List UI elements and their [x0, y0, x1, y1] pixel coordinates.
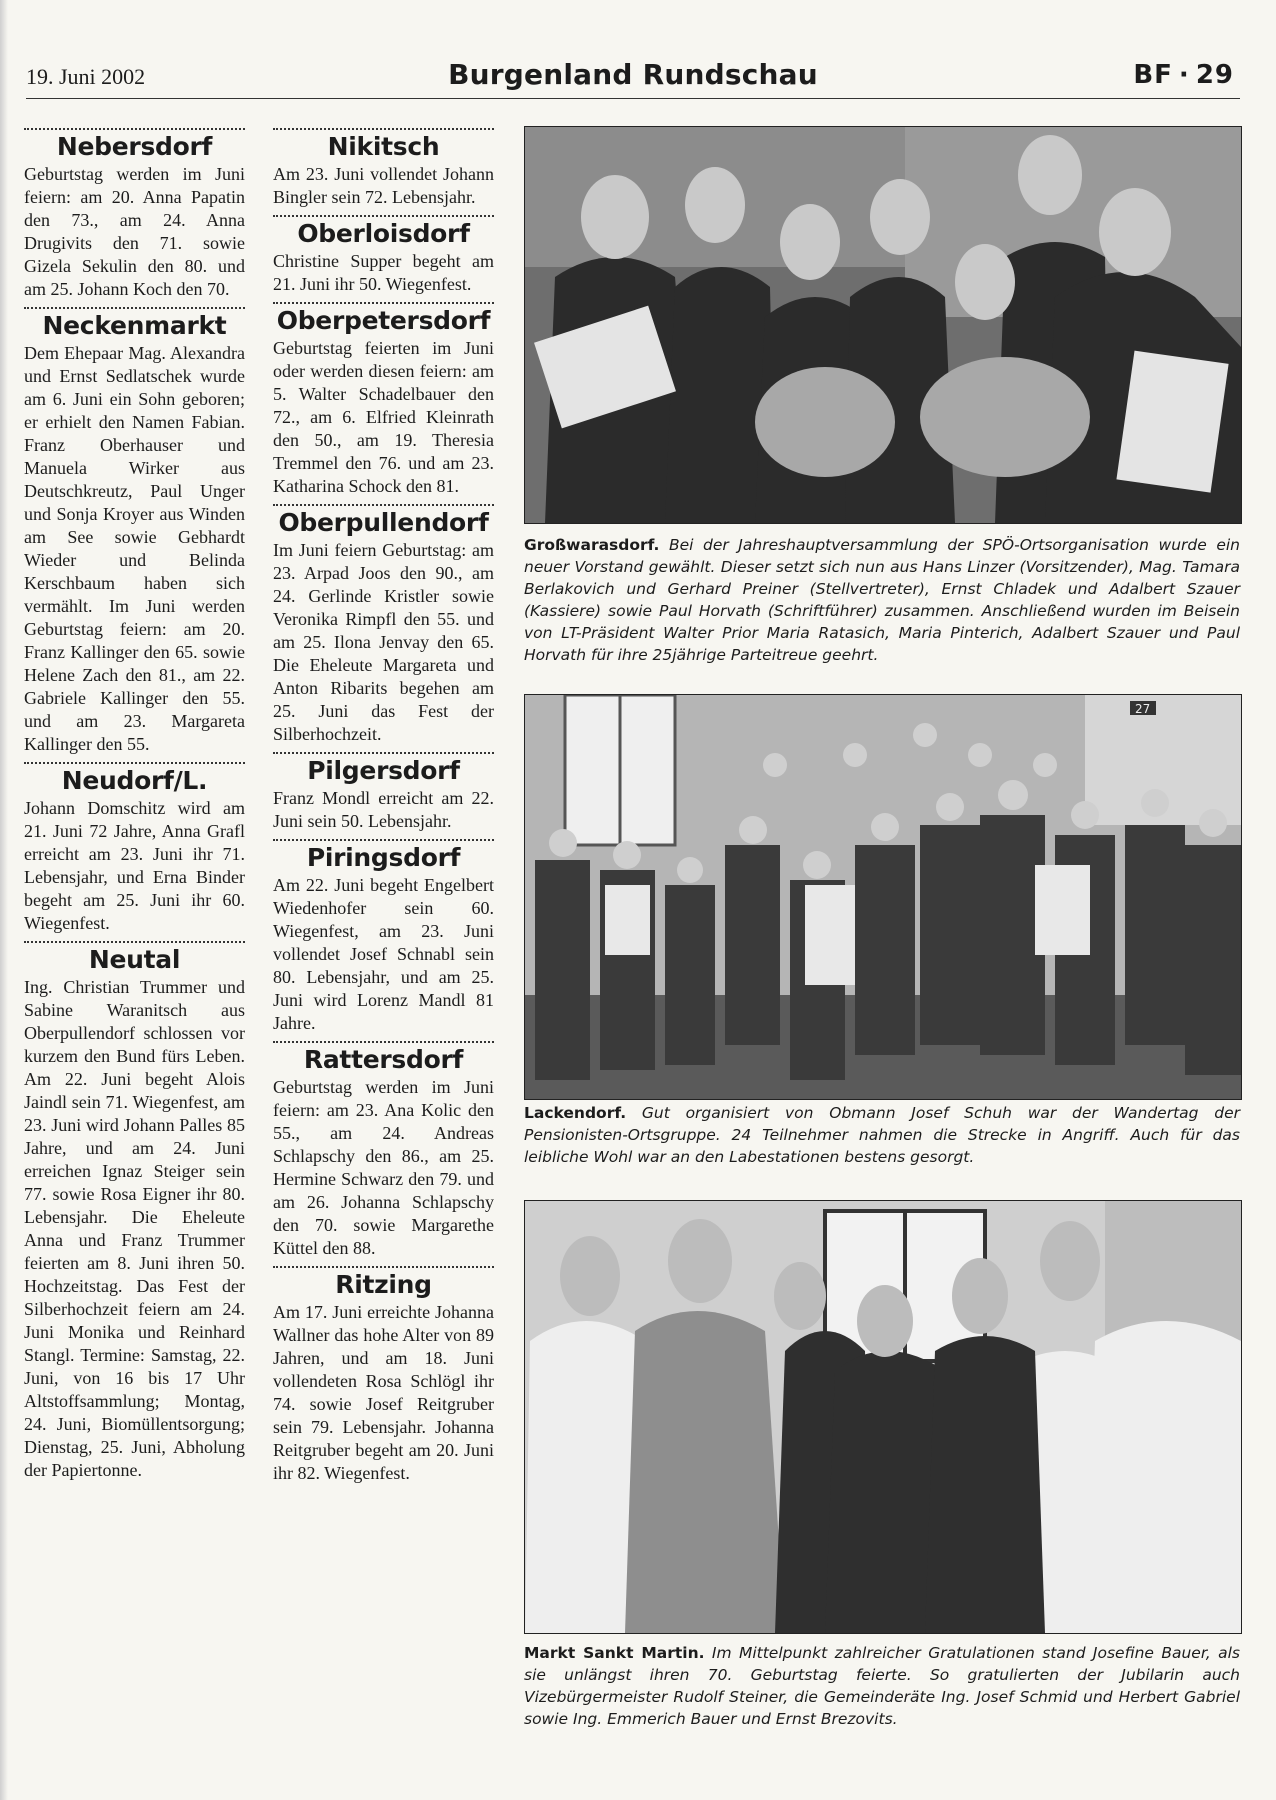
- group-photo-icon: [524, 126, 1242, 524]
- caption-text: Im Mittelpunkt zahlreicher Gratulationen stand Josefine Bauer, als sie unlängst ihren 70. Geburtstag feierte. So gratulierten der Jubilarin auch Vizebürgermeister Rudolf Steiner, die Gemeinderäte Ing. Josef Schmid und Herbert Gabriel sowie Ing. Emmerich Bauer und Ernst Brezovits.: [524, 1644, 1240, 1728]
- news-text: Am 17. Juni erreichte Johanna Wallner das hohe Alter von 89 Jahren, und am 18. Juni vollendeten Rosa Schlögl ihr 74. sowie Josef Reitgruber sein 79. Lebensjahr. Johanna Reitgruber begeht am 20. Juni ihr 82. Wiegenfest.: [273, 1302, 494, 1483]
- news-item: [273, 128, 494, 209]
- photo-caption: [524, 1642, 1240, 1730]
- news-item: [24, 762, 245, 935]
- news-item: [24, 307, 245, 756]
- village-heading: Oberpullendorf: [278, 508, 489, 537]
- news-text: Johann Domschitz wird am 21. Juni 72 Jahre, Anna Grafl erreicht am 23. Juni ihr 71. Lebensjahr, und Erna Binder begeht am 25. Juni ihr 60. Wiegenfest.: [24, 798, 245, 933]
- hiking-group-photo-icon: [524, 694, 1242, 1100]
- issue-date: 19. Juni 2002: [26, 64, 146, 89]
- news-item: [24, 128, 245, 301]
- village-heading: Ritzing: [335, 1270, 432, 1299]
- news-item: [273, 504, 494, 746]
- news-item: [273, 302, 494, 498]
- newspaper-title: Burgenland Rundschau: [448, 58, 818, 91]
- news-text: Franz Mondl erreicht am 22. Juni sein 50. Lebensjahr.: [273, 788, 494, 831]
- birthday-group-photo-icon: [524, 1200, 1242, 1634]
- caption-place: Markt Sankt Martin.: [524, 1644, 705, 1662]
- photo-caption: [524, 1102, 1240, 1168]
- photo-caption: [524, 534, 1240, 666]
- page-number-value: 29: [1195, 60, 1234, 90]
- village-heading: Rattersdorf: [303, 1045, 464, 1074]
- news-text: Geburtstag werden im Juni feiern: am 20. Anna Papatin den 73., am 24. Anna Drugivits den 71. sowie Gizela Sekulin den 80. und am 25. Johann Koch den 70.: [24, 164, 245, 299]
- news-column-1: [24, 128, 245, 1488]
- news-text: Geburtstag feierten im Juni oder werden diesen feiern: am 5. Walter Schadelbauer den 72., am 6. Elfried Kleinrath den 50., am 19. Theresia Tremmel den 76. und am 23. Katharina Schock den 81.: [273, 338, 494, 496]
- publication-code: BF: [1133, 60, 1173, 90]
- village-heading: Neckenmarkt: [42, 311, 227, 340]
- village-heading: Neudorf/L.: [61, 766, 208, 795]
- news-text: Ing. Christian Trummer und Sabine Waranitsch aus Oberpullendorf schlossen vor kurzem den Bund fürs Leben. Am 22. Juni begeht Alois Jaindl sein 71. Wiegenfest, am 23. Juni wird Johann Palles 85 Jahre, und am 24. Juni erreichen Ignaz Steiger sein 77. sowie Rosa Eigner ihr 80. Lebensjahr. Die Eheleute Anna und Franz Trummer feierten am 8. Juni ihren 50. Hochzeitstag. Das Fest der Silberhochzeit feiern am 24. Juni Monika und Reinhard Stangl. Termine: Samstag, 22. Juni, von 16 bis 17 Uhr Altstoffsammlung; Montag, 24. Juni, Biomüllentsorgung; Dienstag, 25. Juni, Abholung der Papiertonne.: [24, 977, 245, 1480]
- village-heading: Nebersdorf: [56, 132, 213, 161]
- news-text: Im Juni feiern Geburtstag: am 23. Arpad Joos den 90., am 24. Gerlinde Kristler sowie Veronika Rimpfl den 55. und am 25. Ilona Jenvay den 65. Die Eheleute Margareta und Anton Ribarits begehen am 25. Juni das Fest der Silberhochzeit.: [273, 540, 494, 744]
- page-number: BF · 29: [1133, 60, 1234, 90]
- news-item: [273, 1266, 494, 1485]
- news-text: Christine Supper begeht am 21. Juni ihr 50. Wiegenfest.: [273, 251, 494, 294]
- news-item: [24, 941, 245, 1482]
- caption-text: Gut organisiert von Obmann Josef Schuh war der Wandertag der Pensionisten-Ortsgruppe. 24 Teilnehmer nahmen die Strecke in Angriff. Auch für das leibliche Wohl war an den Labestationen bestens gesorgt.: [524, 1104, 1241, 1166]
- caption-place: Lackendorf.: [524, 1104, 627, 1122]
- page-header: [26, 56, 1240, 99]
- house-number-sign: 27: [1135, 702, 1151, 716]
- news-text: Dem Ehepaar Mag. Alexandra und Ernst Sedlatschek wurde am 6. Juni ein Sohn geboren; er erhielt den Namen Fabian. Franz Oberhauser und Manuela Wirker aus Deutschkreutz, Paul Unger und Sonja Kroyer aus Winden am See sowie Gebhardt Wieder und Belinda Kerschbaum haben sich vermählt. Im Juni werden Geburtstag feiern: am 20. Franz Kallinger den 65. sowie Helene Zach den 81., am 22. Gabriele Kallinger den 55. und am 23. Margareta Kallinger den 55.: [24, 343, 245, 754]
- village-heading: Nikitsch: [327, 132, 440, 161]
- news-item: [273, 752, 494, 833]
- news-item: [273, 839, 494, 1035]
- news-text: Geburtstag werden im Juni feiern: am 23. Ana Kolic den 55., am 24. Andreas Schlapschy den 86., am 25. Hermine Schwarz den 79. und am 26. Johanna Schlapschy den 70. sowie Margarethe Küttel den 88.: [273, 1077, 494, 1258]
- village-heading: Piringsdorf: [306, 843, 461, 872]
- caption-place: Großwarasdorf.: [524, 536, 660, 554]
- news-text: Am 22. Juni begeht Engelbert Wiedenhofer sein 60. Wiegenfest, am 23. Juni vollendet Josef Schnabl sein 80. Lebensjahr, und am 25. Juni wird Lorenz Mandl 81 Jahre.: [273, 875, 494, 1033]
- news-text: Am 23. Juni vollendet Johann Bingler sein 72. Lebensjahr.: [273, 164, 494, 207]
- village-heading: Oberpetersdorf: [276, 306, 491, 335]
- news-column-2: [273, 128, 494, 1491]
- village-heading: Pilgersdorf: [307, 756, 460, 785]
- caption-text: Bei der Jahreshauptversammlung der SPÖ-Ortsorganisation wurde ein neuer Vorstand gewählt. Dieser setzt sich nun aus Hans Linzer (Vorsitzender), Mag. Tamara Berlakovich und Gerhard Preiner (Stellvertreter), Ernst Chladek und Adalbert Szauer (Kassiere) sowie Paul Horvath (Schriftführer) zusammen. Anschließend wurden im Beisein von LT-Präsident Walter Prior Maria Ratasich, Maria Pinterich, Adalbert Szauer und Paul Horvath für ihre 25jährige Parteitreue geehrt.: [524, 536, 1240, 664]
- page-edge-shadow: [0, 0, 8, 1800]
- news-item: [273, 1041, 494, 1260]
- news-item: [273, 215, 494, 296]
- village-heading: Oberloisdorf: [297, 219, 470, 248]
- village-heading: Neutal: [88, 945, 181, 974]
